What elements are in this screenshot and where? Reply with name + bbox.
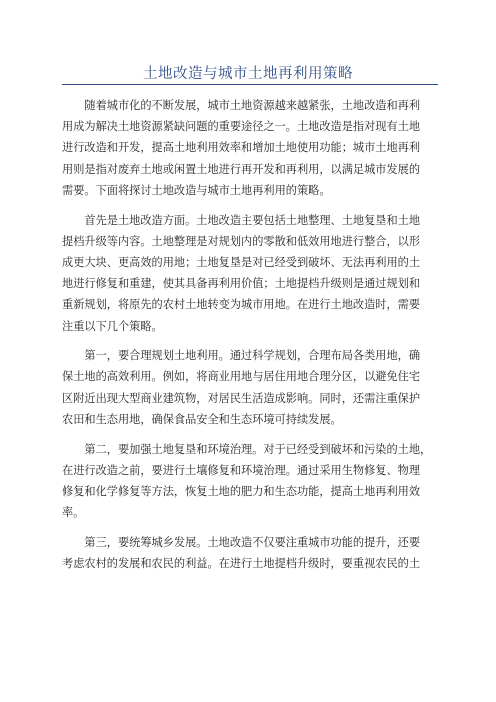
paragraph-line: 修复和化学修复等方法，恢复土地的肥力和生态功能，提高土地再利用效 [62,484,421,498]
paragraph-line: 用成为解决土地资源紧缺问题的重要途径之一。土地改造是指对现有土地 [62,120,421,134]
paragraph-line: 需要。下面将探讨土地改造与城市土地再利用的策略。 [62,183,331,197]
paragraph-1 [62,95,438,201]
title-underline [62,84,438,85]
document-body [62,95,438,583]
paragraph-line: 第一，要合理规划土地利用。通过科学规划，合理布局各类用地，确 [84,349,421,363]
document-title: 土地改造与城市土地再利用策略 [143,66,353,82]
paragraph-line: 注重以下几个策略。 [62,319,163,333]
paragraph-line: 地进行修复和重建，使其具备再利用价值；土地提档升级则是通过规划和 [62,277,421,291]
paragraph-line: 第二，要加强土地复垦和环境治理。对于已经受到破坏和污染的土地， [84,442,432,456]
paragraph-2 [62,210,438,337]
paragraph-line: 在进行改造之前，要进行土壤修复和环境治理。通过采用生物修复、物理 [62,463,421,477]
paragraph-5 [62,532,438,574]
paragraph-line: 随着城市化的不断发展，城市土地资源越来越紧张，土地改造和再利 [84,99,421,112]
paragraph-line: 提档升级等内容。土地整理是对规划内的零散和低效用地进行整合，以形 [62,234,421,248]
paragraph-line: 第三，要统筹城乡发展。土地改造不仅要注重城市功能的提升，还要 [84,535,421,549]
paragraph-line: 保土地的高效利用。例如，将商业用地与居住用地合理分区，以避免住宅 [62,370,421,384]
paragraph-line: 率。 [62,506,85,520]
paragraph-line: 区附近出现大型商业建筑物，对居民生活造成影响。同时，还需注重保护 [62,391,421,405]
paragraph-3 [62,345,438,430]
paragraph-line: 用则是指对废弃土地或闲置土地进行再开发和再利用，以满足城市发展的 [62,162,421,176]
paragraph-line: 考虑农村的发展和农民的利益。在进行土地提档升级时，要重视农民的土 [62,557,421,571]
paragraph-4 [62,439,438,524]
paragraph-line: 农田和生态用地，确保食品安全和生态环境可持续发展。 [62,412,342,426]
paragraph-line: 进行改造和开发，提高土地利用效率和增加土地使用功能；城市土地再利 [62,141,421,155]
paragraph-line: 首先是土地改造方面。土地改造主要包括土地整理、土地复垦和土地 [84,213,421,227]
paragraph-line: 重新规划，将原先的农村土地转变为城市用地。在进行土地改造时，需要 [62,298,421,312]
paragraph-line: 成更大块、更高效的用地；土地复垦是对已经受到破坏、无法再利用的土 [62,255,421,269]
